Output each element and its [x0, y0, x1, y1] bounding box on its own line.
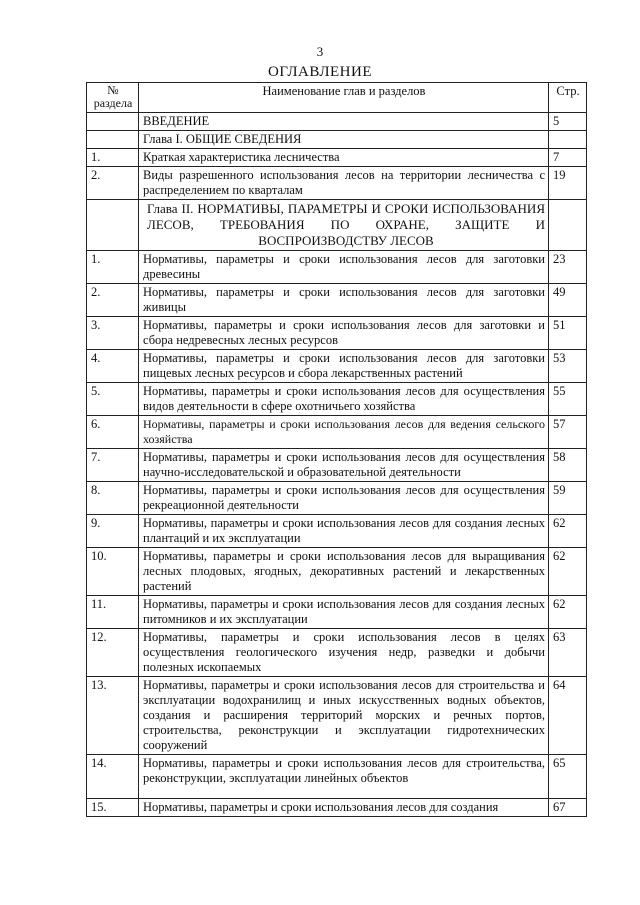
toc-row: [87, 482, 587, 515]
page-number: 3: [316, 44, 324, 59]
toc-header-row: [87, 83, 587, 113]
toc-row-title: Виды разрешенного использования лесов на территории лесничества с распределением по кварталам: [139, 167, 549, 200]
toc-row: [87, 113, 587, 131]
toc-row-title: Нормативы, параметры и сроки использования лесов для выращивания лесных плодовых, ягодных, декоративных растений и лекарственных растений: [139, 548, 549, 596]
toc-row-number: 11.: [87, 596, 139, 629]
toc-row-number: 3.: [87, 317, 139, 350]
toc-row: [87, 755, 587, 799]
toc-row-number: 9.: [87, 515, 139, 548]
toc-row-number: 4.: [87, 350, 139, 383]
toc-row-title: Нормативы, параметры и сроки использования лесов для заготовки пищевых лесных ресурсов и сбора лекарственных растений: [139, 350, 549, 383]
toc-row: [87, 251, 587, 284]
toc-row-number: 14.: [87, 755, 139, 799]
toc-row-number: 2.: [87, 167, 139, 200]
toc-row-page: 5: [549, 113, 587, 131]
toc-row: [87, 317, 587, 350]
header-section-number: № раздела: [87, 83, 139, 113]
toc-row-number: 1.: [87, 149, 139, 167]
toc-row-number: 10.: [87, 548, 139, 596]
toc-row-title: Нормативы, параметры и сроки использования лесов для строительства, реконструкции, эксплуатации линейных объектов: [139, 755, 549, 799]
toc-row: [87, 284, 587, 317]
toc-row-page: 62: [549, 596, 587, 629]
toc-row-page: 58: [549, 449, 587, 482]
toc-row-title: Нормативы, параметры и сроки использования лесов в целях осуществления геологического изучения недр, разведки и добычи полезных ископаемых: [139, 629, 549, 677]
toc-row-page: 23: [549, 251, 587, 284]
toc-row: [87, 131, 587, 149]
toc-row-page: 62: [549, 548, 587, 596]
toc-row: [87, 149, 587, 167]
toc-row-number: 5.: [87, 383, 139, 416]
toc-row-page: 64: [549, 677, 587, 755]
toc-row-title: Краткая характеристика лесничества: [139, 149, 549, 167]
toc-row-number: 7.: [87, 449, 139, 482]
toc-row: [87, 449, 587, 482]
toc-row-page: 53: [549, 350, 587, 383]
toc-row-title: Нормативы, параметры и сроки использования лесов для заготовки живицы: [139, 284, 549, 317]
toc-row-page: 62: [549, 515, 587, 548]
toc-row-title: Нормативы, параметры и сроки использования лесов для создания: [139, 799, 549, 817]
toc-row-number: 13.: [87, 677, 139, 755]
toc-row-number: [87, 113, 139, 131]
toc-row-page: 57: [549, 416, 587, 449]
toc-row-page: 55: [549, 383, 587, 416]
toc-row-page: 59: [549, 482, 587, 515]
toc-row-page: 49: [549, 284, 587, 317]
toc-row-page: [549, 200, 587, 251]
toc-row-title: Нормативы, параметры и сроки использования лесов для создания лесных плантаций и их эксплуатации: [139, 515, 549, 548]
toc-row: [87, 548, 587, 596]
toc-row-number: 12.: [87, 629, 139, 677]
toc-row-page: 19: [549, 167, 587, 200]
header-page: Стр.: [549, 83, 587, 113]
toc-row-title: Нормативы, параметры и сроки использования лесов для заготовки и сбора недревесных лесных ресурсов: [139, 317, 549, 350]
toc-row: [87, 515, 587, 548]
toc-row-page: [549, 131, 587, 149]
toc-row: [87, 596, 587, 629]
toc-row-page: 7: [549, 149, 587, 167]
toc-row-number: [87, 131, 139, 149]
header-section-name: Наименование глав и разделов: [139, 83, 549, 113]
toc-row-number: 8.: [87, 482, 139, 515]
toc-row-title: Нормативы, параметры и сроки использования лесов для осуществления видов деятельности в сфере охотничьего хозяйства: [139, 383, 549, 416]
toc-row: [87, 383, 587, 416]
toc-table: [86, 82, 587, 817]
toc-row-title: ВВЕДЕНИЕ: [139, 113, 549, 131]
toc-row-title: Нормативы, параметры и сроки использования лесов для строительства и эксплуатации водохранилищ и иных искусственных водных объектов, создания и расширения территорий морских и речных портов, строительства, реконструкции и эксплуатации гидротехнических сооружений: [139, 677, 549, 755]
toc-row-title: Нормативы, параметры и сроки использования лесов для осуществления научно-исследовательской и образовательной деятельности: [139, 449, 549, 482]
toc-row: [87, 200, 587, 251]
toc-row-title: Глава I. ОБЩИЕ СВЕДЕНИЯ: [139, 131, 549, 149]
toc-row-number: 15.: [87, 799, 139, 817]
toc-title: ОГЛАВЛЕНИЕ: [268, 64, 372, 80]
toc-row-number: 1.: [87, 251, 139, 284]
toc-row: [87, 167, 587, 200]
toc-row-number: 6.: [87, 416, 139, 449]
toc-row-title: Нормативы, параметры и сроки использования лесов для ведения сельского хозяйства: [139, 416, 549, 449]
toc-row: [87, 350, 587, 383]
toc-row-page: 67: [549, 799, 587, 817]
toc-row-page: 51: [549, 317, 587, 350]
toc-row-title: Глава II. НОРМАТИВЫ, ПАРАМЕТРЫ И СРОКИ ИСПОЛЬЗОВАНИЯ ЛЕСОВ, ТРЕБОВАНИЯ ПО ОХРАНЕ, ЗАЩИТЕ И ВОСПРОИЗВОДСТВУ ЛЕСОВ: [139, 200, 549, 251]
toc-row-page: 63: [549, 629, 587, 677]
toc-row: [87, 799, 587, 817]
toc-row: [87, 677, 587, 755]
toc-row-number: [87, 200, 139, 251]
toc-row-title: Нормативы, параметры и сроки использования лесов для создания лесных питомников и их эксплуатации: [139, 596, 549, 629]
toc-row: [87, 629, 587, 677]
toc-row-page: 65: [549, 755, 587, 799]
toc-row-title: Нормативы, параметры и сроки использования лесов для осуществления рекреационной деятельности: [139, 482, 549, 515]
toc-row: [87, 416, 587, 449]
toc-row-number: 2.: [87, 284, 139, 317]
toc-row-title: Нормативы, параметры и сроки использования лесов для заготовки древесины: [139, 251, 549, 284]
